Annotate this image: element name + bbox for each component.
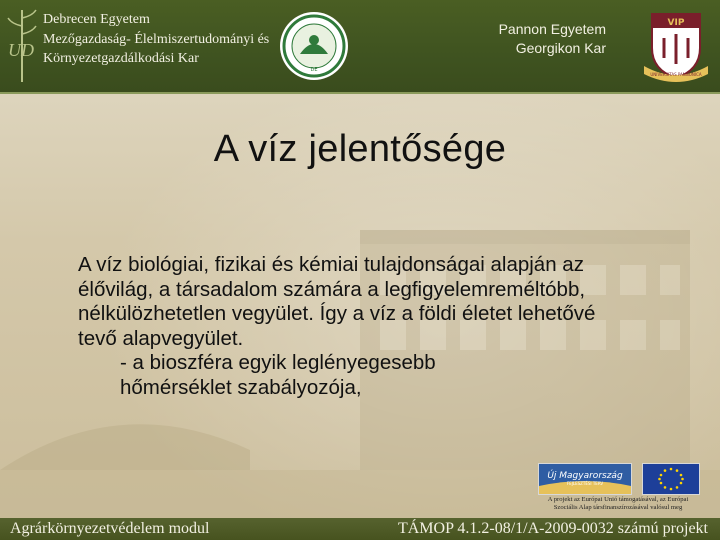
right-line-2: Georgikon Kar <box>515 40 606 56</box>
uj-magyarorszag-logo-icon <box>538 463 632 495</box>
seal-small-text: DE <box>310 67 318 73</box>
paragraph-line-2: élővilág, a társadalom számára a legfigyelemreméltóbb, <box>78 277 586 301</box>
eu-flag-icon <box>642 463 700 495</box>
sub-line-2: hőmérséklet szabályozója, <box>120 375 362 399</box>
left-line-1: Debrecen Egyetem <box>43 12 150 27</box>
left-logo-letters: UD <box>8 40 34 60</box>
body-paragraph <box>78 253 698 400</box>
paragraph-line-1: A víz biológiai, fizikai és kémiai tulajdonságai alapján az <box>78 253 584 276</box>
header-bar <box>0 0 720 94</box>
paragraph-line-3: nélkülözhetetlen vegyület. Így a víz a földi életet lehetővé <box>78 302 596 325</box>
slide-title: A víz jelentősége <box>213 128 507 170</box>
funding-note-line-2: Szociális Alap társfinanszírozásával valósul meg <box>553 504 683 511</box>
funding-note-line-1: A projekt az Európai Unió támogatásával, az Európai <box>547 496 689 503</box>
crest-letters: VIP <box>667 18 685 28</box>
funding-note <box>520 496 716 512</box>
footer-bar <box>0 518 720 540</box>
left-line-2: Mezőgazdaság- Élelmiszertudományi és <box>43 31 270 47</box>
paragraph-line-4: tevő alapvegyület. <box>78 326 244 350</box>
pannon-university-crest-icon <box>640 8 712 84</box>
sub-line-1: - a bioszféra egyik leglényegesebb <box>120 351 436 374</box>
faculty-name-right <box>478 20 606 58</box>
footer-module-name: Agrárkörnyezetvédelem modul <box>10 520 210 537</box>
badge-um-text: Új Magyarország <box>547 471 623 481</box>
faculty-name-left <box>43 10 283 69</box>
footer-project-id: TÁMOP 4.1.2-08/1/A-2009-0032 számú projekt <box>397 520 708 537</box>
badge-um-sub: FEJLESZTÉSI TERV <box>566 481 604 486</box>
crest-banner-text: UNIVERSITAS PANNONICA <box>650 72 702 77</box>
debrecen-university-logo-icon <box>2 6 42 86</box>
faculty-seal-icon <box>278 10 350 82</box>
right-line-1: Pannon Egyetem <box>498 21 606 37</box>
left-line-3: Környezetgazdálkodási Kar <box>43 51 199 66</box>
